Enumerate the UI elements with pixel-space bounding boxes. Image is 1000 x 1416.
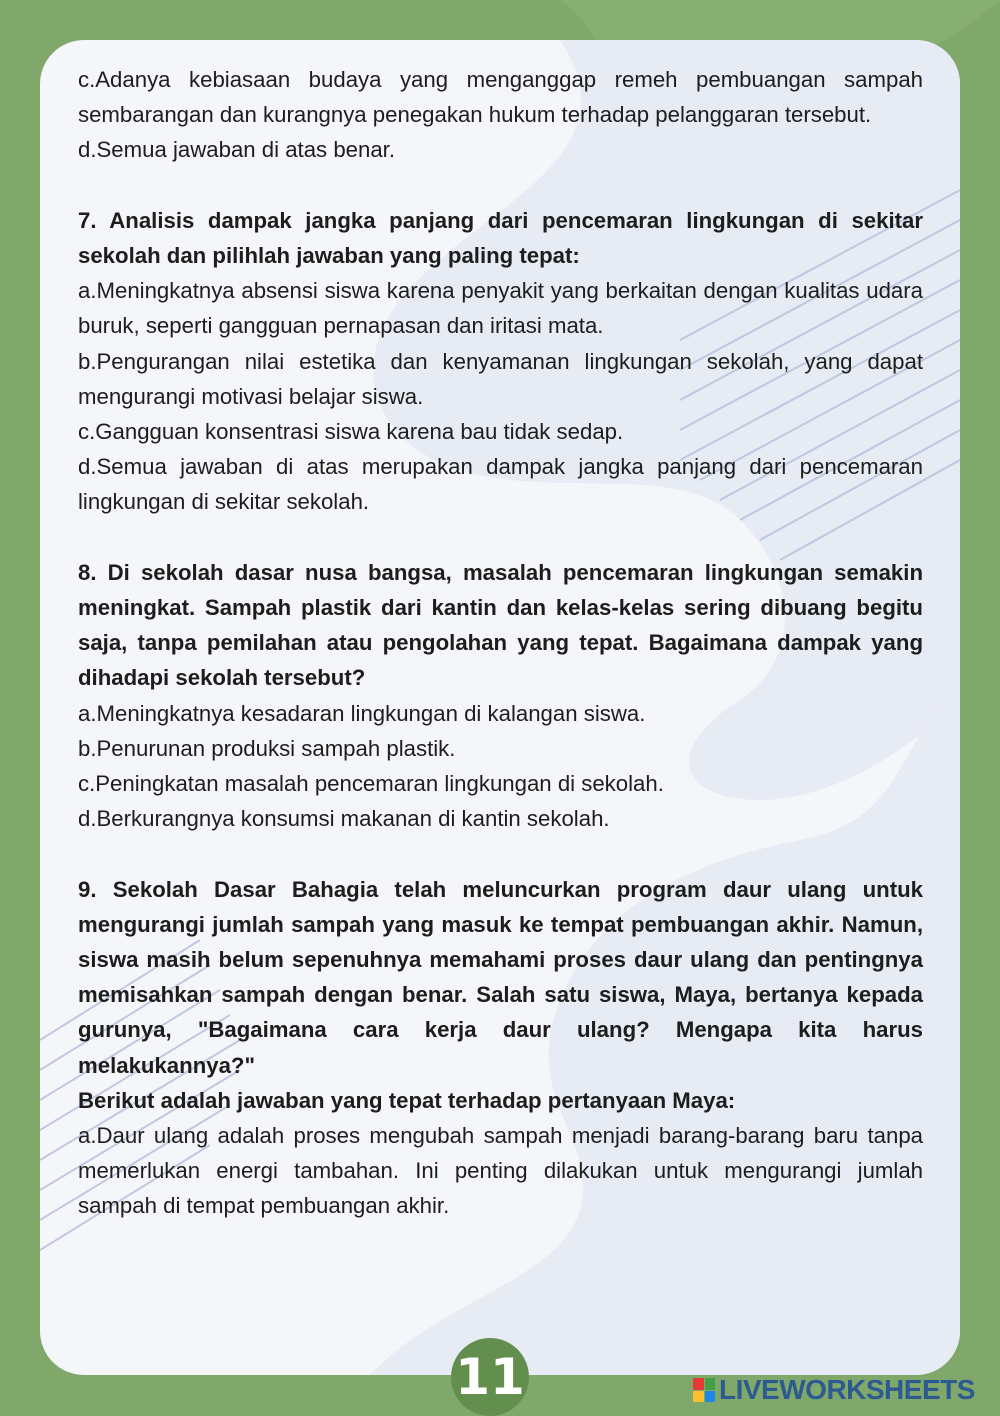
q8-option-d[interactable]: d.Berkurangnya konsumsi makanan di kantin sekolah. — [78, 806, 610, 832]
worksheet-card — [40, 40, 960, 1375]
q9-option-a[interactable]: a.Daur ulang adalah proses mengubah sampah menjadi barang-barang baru tanpa memerlukan energi tambahan. Ini penting dilakukan untuk mengurangi jumlah sampah di tempat pembuangan akhir. — [78, 1123, 923, 1219]
brand-name: LIVEWORKSHEETS — [719, 1374, 975, 1405]
q9-question: 9. Sekolah Dasar Bahagia telah meluncurkan program daur ulang untuk mengurangi jumlah sampah yang masuk ke tempat pembuangan akhir. Namun, siswa masih belum sepenuhnya memahami proses daur ulang dan pentingnya memisahkan sampah dengan benar. Salah satu siswa, Maya, bertanya kepada gurunya, "Bagaimana cara kerja daur ulang? Mengapa kita harus melakukannya?" — [78, 876, 923, 1078]
q7-option-d[interactable]: d.Semua jawaban di atas merupakan dampak jangka panjang dari pencemaran lingkungan di sekitar sekolah. — [78, 454, 923, 515]
q6-option-d: d.Semua jawaban di atas benar. — [78, 137, 396, 163]
q7-option-b[interactable]: b.Pengurangan nilai estetika dan kenyamanan lingkungan sekolah, yang dapat mengurangi motivasi belajar siswa. — [78, 348, 923, 409]
q8-option-a[interactable]: a.Meningkatnya kesadaran lingkungan di kalangan siswa. — [78, 700, 646, 726]
worksheet-content — [78, 62, 923, 1224]
liveworksheets-logo-icon — [693, 1378, 715, 1402]
q8-option-b[interactable]: b.Penurunan produksi sampah plastik. — [78, 735, 456, 761]
q8-option-c[interactable]: c.Peningkatan masalah pencemaran lingkungan di sekolah. — [78, 771, 664, 797]
page-number-badge: 11 — [451, 1338, 529, 1416]
q9-prompt: Berikut adalah jawaban yang tepat terhadap pertanyaan Maya: — [78, 1087, 736, 1113]
q7-option-a[interactable]: a.Meningkatnya absensi siswa karena penyakit yang berkaitan dengan kualitas udara buruk, seperti gangguan pernapasan dan iritasi mata. — [78, 278, 923, 339]
q8-question: 8. Di sekolah dasar nusa bangsa, masalah pencemaran lingkungan semakin meningkat. Sampah plastik dari kantin dan kelas-kelas sering dibuang begitu saja, tanpa pemilahan atau pengolahan yang tepat. Bagaimana dampak yang dihadapi sekolah tersebut? — [78, 559, 923, 691]
q7-option-c[interactable]: c.Gangguan konsentrasi siswa karena bau tidak sedap. — [78, 419, 624, 445]
q6-option-c: c.Adanya kebiasaan budaya yang menganggap remeh pembuangan sampah sembarangan dan kurangnya penegakan hukum terhadap pelanggaran tersebut. — [78, 67, 923, 128]
q7-question: 7. Analisis dampak jangka panjang dari pencemaran lingkungan di sekitar sekolah dan pilihlah jawaban yang paling tepat: — [78, 207, 923, 268]
liveworksheets-brand — [693, 1376, 975, 1404]
